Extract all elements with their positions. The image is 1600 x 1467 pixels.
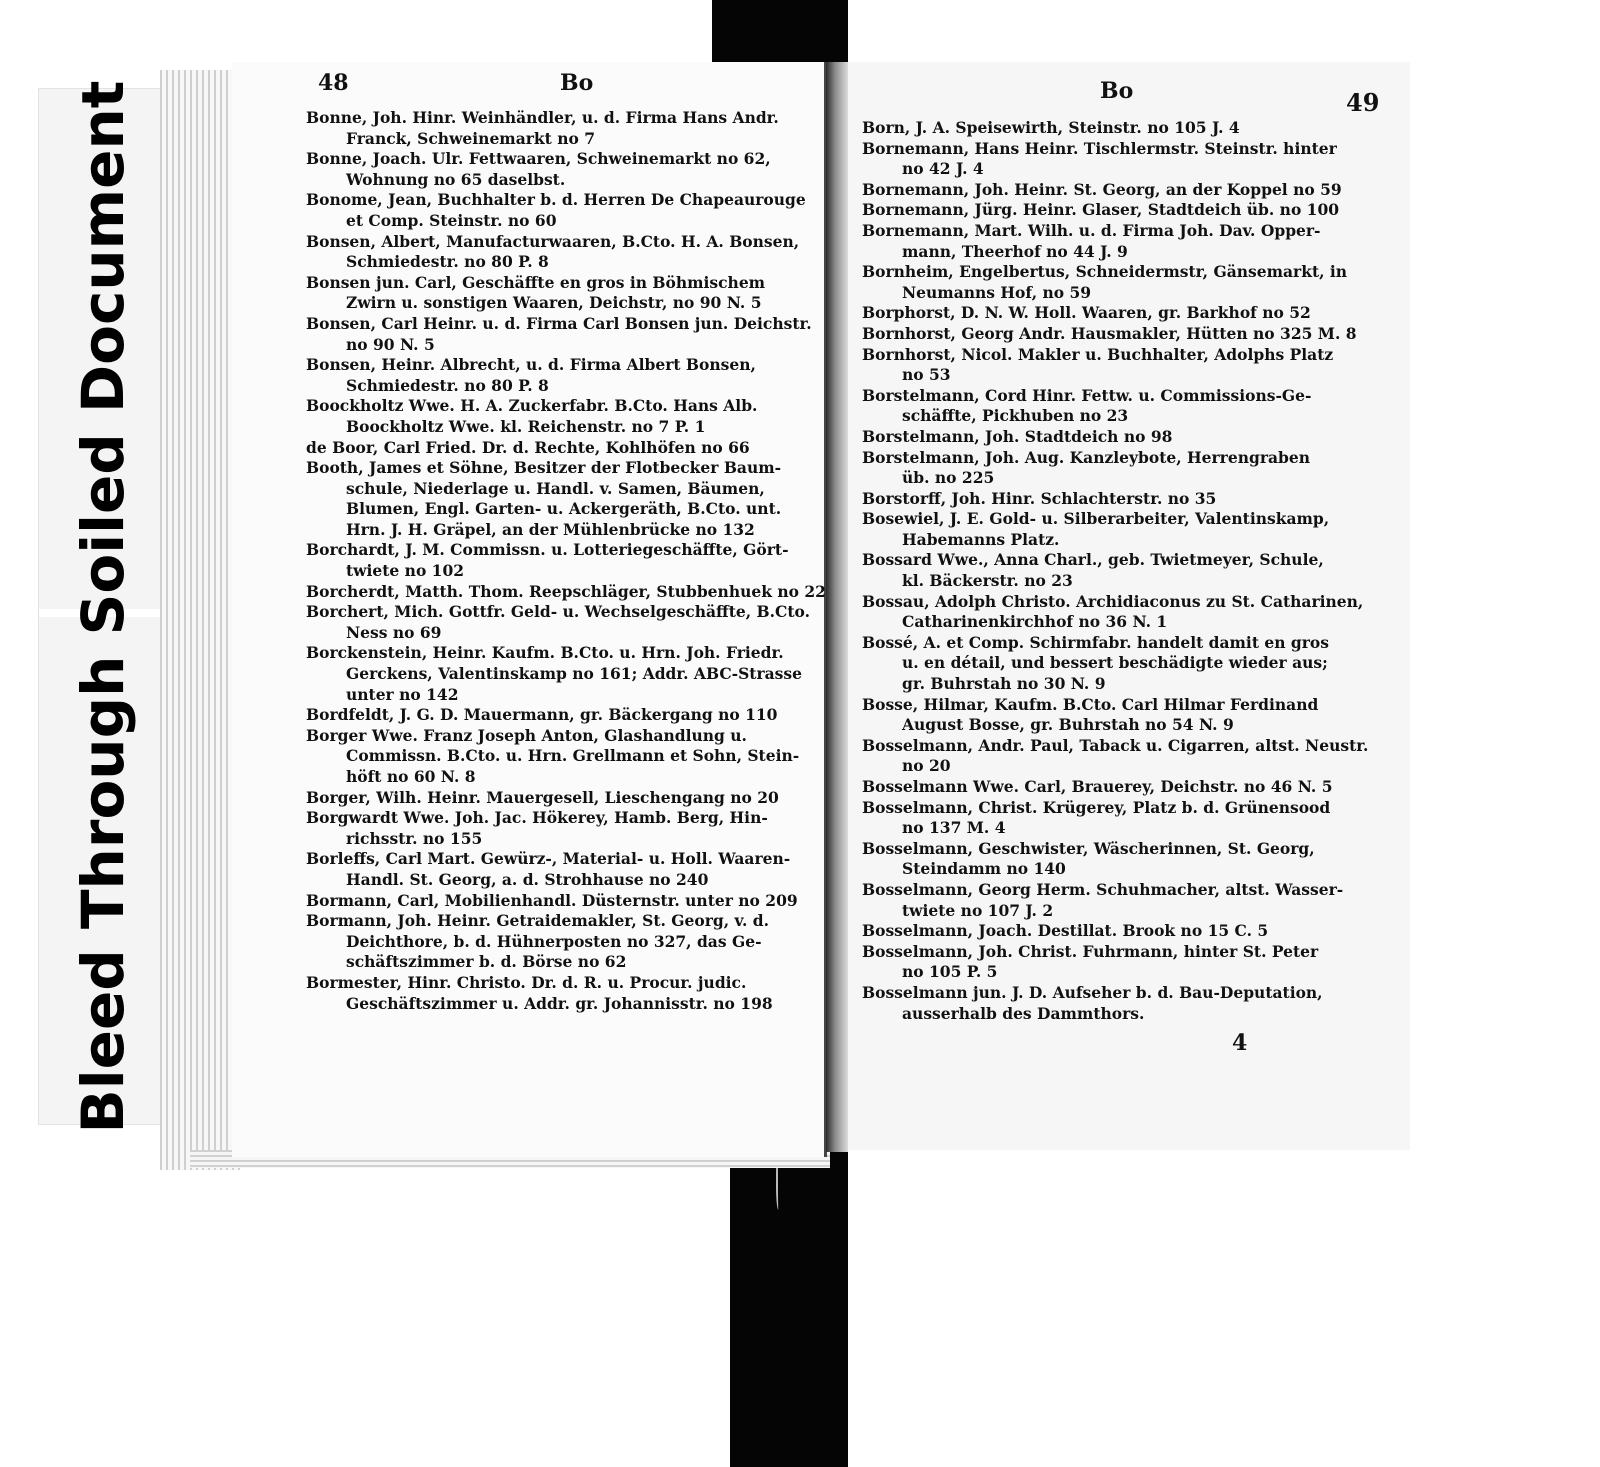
directory-entry <box>862 880 1382 921</box>
directory-entry <box>862 633 1382 695</box>
entry-line: Bormester, Hinr. Christo. Dr. d. R. u. Procur. judic. <box>306 972 747 992</box>
entry-continuation: Gerckens, Valentinskamp no 161; Addr. ABC-Strasse <box>346 664 802 684</box>
directory-entry <box>306 849 811 890</box>
page-stack-edge <box>160 70 240 1170</box>
directory-entry <box>862 303 1382 324</box>
entry-line: Born, J. A. Speisewirth, Steinstr. no 105 J. 4 <box>862 118 1240 137</box>
directory-entry <box>862 139 1382 180</box>
entry-continuation: Zwirn u. sonstigen Waaren, Deichstr, no 90 N. 5 <box>346 293 762 313</box>
entry-continuation: Deichthore, b. d. Hühnerposten no 327, das Ge- <box>346 931 762 951</box>
entry-line: Bornemann, Mart. Wilh. u. d. Firma Joh. Dav. Opper- <box>862 220 1321 240</box>
entry-line: Bonne, Joh. Hinr. Weinhändler, u. d. Firma Hans Andr. <box>306 108 779 127</box>
directory-entry <box>862 427 1382 448</box>
label-stamp <box>38 80 168 1133</box>
entry-continuation: ausserhalb des Dammthors. <box>902 1003 1145 1023</box>
directory-entry <box>306 643 811 705</box>
entry-continuation: Blumen, Engl. Garten- u. Ackergeräth, B.Cto. unt. <box>346 499 782 519</box>
directory-entry <box>306 911 811 973</box>
directory-entry <box>862 200 1382 221</box>
entry-line: Bossau, Adolph Christo. Archidiaconus zu St. Catharinen, <box>862 591 1364 611</box>
entry-continuation: no 137 M. 4 <box>902 818 1006 838</box>
entry-continuation: twiete no 102 <box>346 561 465 581</box>
entry-continuation: gr. Buhrstah no 30 N. 9 <box>902 674 1106 694</box>
entry-line: Bossé, A. et Comp. Schirmfabr. handelt damit en gros <box>862 632 1329 652</box>
directory-entry <box>306 232 811 273</box>
directory-entry <box>306 540 811 581</box>
right-running-head: Bo <box>1100 78 1134 104</box>
entry-line: Borger Wwe. Franz Joseph Anton, Glashandlung u. <box>306 725 747 745</box>
directory-entry <box>862 386 1382 427</box>
right-page-number: 49 <box>1346 88 1380 117</box>
entry-continuation: et Comp. Steinstr. no 60 <box>346 210 557 230</box>
entry-continuation: Wohnung no 65 daselbst. <box>346 169 566 189</box>
entry-line: Borphorst, D. N. W. Holl. Waaren, gr. Barkhof no 52 <box>862 303 1311 323</box>
left-page-number: 48 <box>318 70 349 96</box>
entry-continuation: Handl. St. Georg, a. d. Strohhause no 240 <box>346 869 709 889</box>
entry-line: Borstelmann, Joh. Stadtdeich no 98 <box>862 426 1173 446</box>
directory-entry <box>306 458 811 540</box>
directory-entry <box>862 777 1382 798</box>
entry-continuation: Boockholtz Wwe. kl. Reichenstr. no 7 P. 1 <box>346 416 706 436</box>
entry-line: Borger, Wilh. Heinr. Mauergesell, Lieschengang no 20 <box>306 787 779 807</box>
entry-continuation: August Bosse, gr. Buhrstah no 54 N. 9 <box>902 715 1234 735</box>
entry-line: Bosselmann jun. J. D. Aufseher b. d. Bau-Deputation, <box>862 982 1323 1002</box>
directory-entry <box>862 798 1382 839</box>
entry-line: Bonsen, Heinr. Albrecht, u. d. Firma Albert Bonsen, <box>306 355 756 375</box>
entry-continuation: Steindamm no 140 <box>902 859 1066 879</box>
entry-line: Borchardt, J. M. Commissn. u. Lotteriegeschäffte, Gört- <box>306 540 789 560</box>
directory-entry <box>862 489 1382 510</box>
entry-line: Bornhorst, Nicol. Makler u. Buchhalter, Adolphs Platz <box>862 344 1334 364</box>
entry-line: Borstorff, Joh. Hinr. Schlachterstr. no 35 <box>862 488 1217 508</box>
entry-continuation: u. en détail, und bessert beschädigte wieder aus; <box>902 653 1328 673</box>
entry-continuation: höft no 60 N. 8 <box>346 767 476 786</box>
entry-line: Bosselmann, Geschwister, Wäscherinnen, St. Georg, <box>862 838 1315 858</box>
entry-line: Bornemann, Jürg. Heinr. Glaser, Stadtdeich üb. no 100 <box>862 200 1340 220</box>
directory-entry <box>306 602 811 643</box>
directory-entry <box>306 726 811 788</box>
entry-line: Bonne, Joach. Ulr. Fettwaaren, Schweinemarkt no 62, <box>306 149 771 169</box>
entry-line: Bornhorst, Georg Andr. Hausmakler, Hütten no 325 M. 8 <box>862 323 1357 343</box>
directory-entry <box>306 396 811 437</box>
directory-entry <box>306 273 811 314</box>
entry-line: Bonome, Jean, Buchhalter b. d. Herren De Chapeaurouge <box>306 190 806 210</box>
entry-continuation: schäftszimmer b. d. Börse no 62 <box>346 952 627 972</box>
binding-strip-bottom <box>730 1140 848 1467</box>
directory-entry <box>306 438 811 459</box>
entry-continuation: twiete no 107 J. 2 <box>902 900 1054 920</box>
entry-continuation: kl. Bäckerstr. no 23 <box>902 571 1073 591</box>
entry-line: Boockholtz Wwe. H. A. Zuckerfabr. B.Cto. Hans Alb. <box>306 396 758 416</box>
directory-entry <box>862 695 1382 736</box>
entry-continuation: richsstr. no 155 <box>346 828 483 848</box>
entry-line: Bormann, Joh. Heinr. Getraidemakler, St. Georg, v. d. <box>306 911 769 931</box>
directory-entry <box>862 509 1382 550</box>
entry-continuation: Catharinenkirchhof no 36 N. 1 <box>902 612 1168 632</box>
entry-line: Borcherdt, Matth. Thom. Reepschläger, Stubbenhuek no 22 <box>306 581 826 601</box>
entry-line: Borchert, Mich. Gottfr. Geld- u. Wechselgeschäffte, B.Cto. <box>306 602 811 622</box>
entry-continuation: Franck, Schweinemarkt no 7 <box>346 128 595 148</box>
directory-entry <box>862 118 1382 139</box>
book-gutter <box>826 62 848 1152</box>
entry-continuation: Habemanns Platz. <box>902 529 1060 549</box>
entry-line: Bosselmann, Christ. Krügerey, Platz b. d. Grünensood <box>862 797 1331 817</box>
directory-entry <box>306 973 811 1014</box>
directory-entry <box>862 839 1382 880</box>
directory-entry <box>306 190 811 231</box>
directory-entry <box>862 262 1382 303</box>
entry-continuation: no 53 <box>902 365 951 385</box>
directory-entry <box>306 808 811 849</box>
entry-line: Bornemann, Hans Heinr. Tischlermstr. Steinstr. hinter <box>862 138 1337 158</box>
entry-continuation: schäffte, Pickhuben no 23 <box>902 406 1129 426</box>
entry-line: Bosselmann, Andr. Paul, Taback u. Cigarren, altst. Neustr. <box>862 735 1369 755</box>
entry-line: Bosewiel, J. E. Gold- u. Silberarbeiter, Valentinskamp, <box>862 509 1330 529</box>
entry-continuation: Hrn. J. H. Gräpel, an der Mühlenbrücke no 132 <box>346 519 755 539</box>
entry-line: Borstelmann, Cord Hinr. Fettw. u. Commissions-Ge- <box>862 385 1312 405</box>
directory-entry <box>862 550 1382 591</box>
entry-continuation: üb. no 225 <box>902 468 995 488</box>
signature-mark: 4 <box>1232 1030 1248 1056</box>
entry-line: Borgwardt Wwe. Joh. Jac. Hökerey, Hamb. Berg, Hin- <box>306 808 768 828</box>
directory-entry <box>306 788 811 809</box>
entry-continuation: no 42 J. 4 <box>902 159 984 179</box>
entry-line: Bordfeldt, J. G. D. Mauermann, gr. Bäckergang no 110 <box>306 705 778 725</box>
entry-line: de Boor, Carl Fried. Dr. d. Rechte, Kohlhöfen no 66 <box>306 437 750 457</box>
entry-line: Borstelmann, Joh. Aug. Kanzleybote, Herrengraben <box>862 447 1310 467</box>
entry-continuation: mann, Theerhof no 44 J. 9 <box>902 241 1128 261</box>
entry-continuation: schule, Niederlage u. Handl. v. Samen, Bäumen, <box>346 478 765 498</box>
entry-continuation: Neumanns Hof, no 59 <box>902 282 1092 302</box>
left-page-entries <box>306 108 826 1014</box>
entry-line: Bormann, Carl, Mobilienhandl. Düsternstr. unter no 209 <box>306 890 798 910</box>
directory-entry <box>306 314 811 355</box>
directory-entry <box>306 108 811 149</box>
entry-continuation: Schmiedestr. no 80 P. 8 <box>346 252 549 272</box>
stamp-text: Bleed Through Soiled Document <box>69 80 137 1133</box>
entry-line: Borleffs, Carl Mart. Gewürz-, Material- u. Holl. Waaren- <box>306 849 791 869</box>
directory-entry <box>862 736 1382 777</box>
entry-line: Bosselmann, Joh. Christ. Fuhrmann, hinter St. Peter <box>862 941 1319 961</box>
entry-line: Bonsen, Carl Heinr. u. d. Firma Carl Bonsen jun. Deichstr. <box>306 313 812 333</box>
entry-line: Bornheim, Engelbertus, Schneidermstr, Gänsemarkt, in <box>862 262 1348 282</box>
directory-entry <box>862 345 1382 386</box>
left-running-head: Bo <box>560 70 594 96</box>
entry-line: Booth, James et Söhne, Besitzer der Flotbecker Baum- <box>306 458 782 478</box>
entry-line: Bossard Wwe., Anna Charl., geb. Twietmeyer, Schule, <box>862 550 1324 570</box>
directory-entry <box>306 581 826 603</box>
entry-continuation: unter no 142 <box>346 684 459 704</box>
directory-entry <box>306 149 811 190</box>
directory-entry <box>306 355 811 396</box>
entry-continuation: no 90 N. 5 <box>346 334 435 354</box>
entry-line: Bosselmann, Georg Herm. Schuhmacher, altst. Wasser- <box>862 879 1344 899</box>
entry-line: Bosselmann Wwe. Carl, Brauerey, Deichstr. no 46 N. 5 <box>862 777 1333 796</box>
directory-entry <box>862 921 1382 942</box>
right-page-entries <box>862 118 1382 1024</box>
directory-entry <box>862 448 1382 489</box>
directory-entry <box>862 983 1382 1024</box>
entry-line: Bonsen jun. Carl, Geschäffte en gros in Böhmischem <box>306 272 766 292</box>
entry-continuation: Ness no 69 <box>346 622 442 642</box>
entry-line: Borckenstein, Heinr. Kaufm. B.Cto. u. Hrn. Joh. Friedr. <box>306 643 784 663</box>
entry-continuation: no 20 <box>902 756 951 776</box>
entry-line: Bosse, Hilmar, Kaufm. B.Cto. Carl Hilmar Ferdinand <box>862 694 1319 714</box>
entry-continuation: Schmiedestr. no 80 P. 8 <box>346 375 549 395</box>
entry-line: Bonsen, Albert, Manufacturwaaren, B.Cto. H. A. Bonsen, <box>306 231 800 251</box>
entry-line: Bornemann, Joh. Heinr. St. Georg, an der Koppel no 59 <box>862 179 1342 199</box>
directory-entry <box>862 592 1382 633</box>
directory-entry <box>862 180 1382 201</box>
directory-entry <box>862 221 1382 262</box>
directory-entry <box>862 324 1382 345</box>
entry-continuation: no 105 P. 5 <box>902 962 998 982</box>
entry-continuation: Commissn. B.Cto. u. Hrn. Grellmann et Sohn, Stein- <box>346 746 800 766</box>
directory-entry <box>862 942 1382 983</box>
entry-line: Bosselmann, Joach. Destillat. Brook no 15 C. 5 <box>862 921 1269 941</box>
entry-continuation: Geschäftszimmer u. Addr. gr. Johannisstr. no 198 <box>346 993 773 1013</box>
directory-entry <box>306 705 811 726</box>
directory-entry <box>306 891 811 912</box>
